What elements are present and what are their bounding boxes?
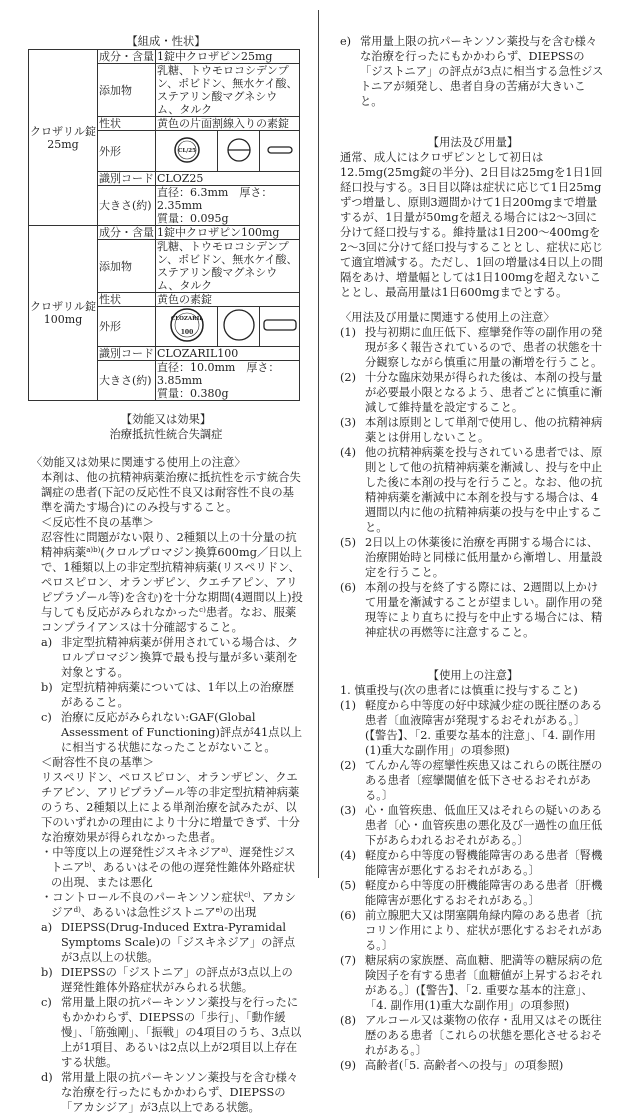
item-label: e) xyxy=(340,35,352,48)
item-text: DIEPSS(Drug-Induced Extra-Pyramidal Symptoms Scale)の「ジスキネジア」の評点が3点以上の状態。 xyxy=(61,921,296,964)
size-value xyxy=(156,186,300,226)
row-label xyxy=(98,293,156,307)
additives-value: 乳糖、トウモロコシデンプン、ポビドン、無水ケイ酸、ステアリン酸マグネシウム、タルク xyxy=(156,240,300,293)
item-text: 治療に反応がみられない:GAF(Global Assessment of Functioning)評点が41点以上に相当する状態になったことがないこと。 xyxy=(61,711,303,754)
additives-value: 乳糖、トウモロコシデンプン、ポビドン、無水ケイ酸、ステアリン酸マグネシウム、タルク xyxy=(156,64,300,117)
row-label xyxy=(98,186,156,226)
item-label: (5) xyxy=(340,879,357,892)
item-text: 軽度から中等度の好中球減少症の既往歴のある患者〔血液障害が発現するおそれがある。〕(【警告】、「2. 重要な基本的注意」、「4. 副作用(1)重大な副作用」の項参照) xyxy=(365,699,603,757)
item-text: 十分な臨床効果が得られた後は、本剤の投与量が必要最小限となるよう、患者ごとに慎重に漸減して維持量を設定すること。 xyxy=(365,371,603,414)
list-item xyxy=(340,1058,606,1073)
product-name: クロザリル錠 xyxy=(30,300,96,313)
composition-table xyxy=(28,49,300,401)
size-value xyxy=(156,361,300,401)
item-text: アルコール又は薬物の依存・乱用又はその既往歴のある患者〔これらの状態を悪化させるおそれがある。〕 xyxy=(365,1014,603,1057)
text: (クロルプロマジン換算600mg／日以上で、1種類以上の非定型抗精神病薬(リスペリドン、ペロスピロン、オランザピン、クエチアピン、アリピプラゾール等)を含む)を十分な期間(4週間以上)投与しても反応がみられなかった xyxy=(41,546,303,619)
text: 忍容性に問題がない限り、2種類以上の十分量の抗精神病薬 xyxy=(41,531,297,559)
label-text: 性状 xyxy=(99,117,121,130)
footnote-ref: b) xyxy=(84,861,92,869)
tablet-back-icon xyxy=(221,132,257,168)
content-value: 1錠中クロザピン100mg xyxy=(156,226,300,240)
list-item xyxy=(340,953,606,1013)
item-label: (4) xyxy=(340,446,357,459)
product-name-cell xyxy=(29,226,98,401)
text: ・コントロール不良のパーキンソン症状 xyxy=(41,891,245,904)
response-criteria-heading: ＜反応性不良の基準＞ xyxy=(41,516,154,529)
column-divider xyxy=(318,10,319,878)
label-text: 添加物 xyxy=(99,83,132,97)
item-text: 本剤は原則として単剤で使用し、他の抗精神病薬とは併用しないこと。 xyxy=(365,416,603,444)
item-text: 糖尿病の家族歴、高血糖、肥満等の糖尿病の危険因子を有する患者〔血糖値が上昇するおそれがある。〕(【警告】、「2. 重要な基本的注意」、「4. 副作用(1)重大な副作用」の項参照) xyxy=(365,954,603,1012)
table-row xyxy=(29,226,300,240)
list-item xyxy=(340,848,606,878)
tablet-back-icon xyxy=(221,307,257,343)
item-label: (7) xyxy=(340,954,357,967)
item-label: (8) xyxy=(340,1014,357,1027)
item-text: 本剤の投与を終了する際には、2週間以上かけて用量を漸減することが望ましい。副作用の発現等により直ちに投与を中止する場合には、精神症状の再燃等に注意すること。 xyxy=(365,581,603,639)
list-item xyxy=(41,965,304,995)
svg-text:100: 100 xyxy=(180,329,193,336)
list-item xyxy=(41,635,304,680)
item-text: 常用量上限の抗パーキンソン薬投与を含む様々な治療を行ったにもかかわらず、DIEPSSの「アカシジア」が3点以上である状態。 xyxy=(61,1071,299,1114)
item-text: 2日以上の休薬後に治療を再開する場合には、治療開始時と同様に低用量から漸増し、用量設定を行うこと。 xyxy=(365,536,603,579)
row-label xyxy=(98,64,156,117)
row-label xyxy=(98,307,156,347)
item-text: 心・血管疾患、低血圧又はそれらの疑いのある患者〔心・血管疾患の悪化及び一過性の血圧低下があらわれるおそれがある。〕 xyxy=(365,804,603,847)
list-item xyxy=(340,580,606,640)
item-text: 軽度から中等度の腎機能障害のある患者〔腎機能障害が悪化するおそれがある。〕 xyxy=(365,849,603,877)
list-item xyxy=(340,370,606,415)
item-text: 他の抗精神病薬を投与されている患者では、原則として他の抗精神病薬を漸減し、投与を中止した後に本剤の投与を行うこと。なお、他の抗精神病薬を漸減中に本剤を投与する場合は、4週間以内に他の抗精神病薬の投与を中止すること。 xyxy=(365,446,603,534)
size-mass: 質量：0.380g xyxy=(157,387,229,400)
item-text: 前立腺肥大又は閉塞隅角緑内障のある患者〔抗コリン作用により、症状が悪化するおそれがある。〕 xyxy=(365,909,603,952)
left-column xyxy=(28,34,304,1115)
label-text: 外形 xyxy=(99,144,121,158)
label-text: 大きさ(約) xyxy=(99,374,152,387)
tablet-side-icon xyxy=(262,143,298,157)
item-label: (9) xyxy=(340,1059,357,1072)
text: 、アカシジア xyxy=(51,891,296,919)
item-text: 常用量上限の抗パーキンソン薬投与を含む様々な治療を行ったにもかかわらず、DIEPSSの「ジストニア」の評点が3点に相当する急性ジストニアが頻発し、患者自身の苦痛が大きいこと。 xyxy=(360,35,604,108)
efficacy-text: 治療抵抗性統合失調症 xyxy=(109,428,223,441)
footnote-ref: d) xyxy=(73,906,81,914)
row-label xyxy=(98,172,156,186)
row-label xyxy=(98,117,156,131)
row-label xyxy=(98,131,156,172)
dosage-text: 通常、成人にはクロザピンとして初日は12.5mg(25mg錠の半分)、2日目は25mgを1日1回経口投与する。3日目以降は症状に応じて1日25mgずつ増量し、原則3週間かけて1日200mgまで増量するが、1日量が50mgを超える場合には2～3回に分けて経口投与する。維持量は1日200～400mgを2～3回に分けて経口投与することとし、症状に応じて適宜増減する。ただし、1回の増量は4日以上の間隔をあけ、増量幅としては1日100mgを超えないこととし、最高用量は1日600mgまでとする。 xyxy=(340,151,603,299)
code-value: CLOZARIL100 xyxy=(156,347,300,361)
item-label: (6) xyxy=(340,909,357,922)
code-value: CLOZ25 xyxy=(156,172,300,186)
item-label: d) xyxy=(41,1071,53,1084)
text: ・中等度以上の遅発性ジスキネジア xyxy=(41,846,222,859)
item-label: (4) xyxy=(340,849,357,862)
text: 患者。なお、服薬コンプライアンスは十分確認すること。 xyxy=(41,606,297,634)
list-item xyxy=(41,710,304,755)
item-text: 非定型抗精神病薬が併用されている場合は、クロルプロマジン換算で最も投与量が多い薬剤を対象とする。 xyxy=(61,636,299,679)
list-item xyxy=(340,535,606,580)
item-label: c) xyxy=(41,996,52,1009)
text: 、遅発性ジストニア xyxy=(51,846,296,874)
tolerance-criteria-heading: ＜耐容性不良の基準＞ xyxy=(41,756,154,769)
list-item xyxy=(41,1070,304,1115)
size-mass: 質量：0.095g xyxy=(157,212,229,225)
appearance-front xyxy=(156,307,218,347)
row-label xyxy=(98,240,156,293)
text: 、あるいは急性ジストニア xyxy=(80,906,216,919)
list-item xyxy=(340,803,606,848)
product-strength: 25mg xyxy=(47,137,79,151)
tablet-front-icon xyxy=(172,135,202,165)
properties-value: 黄色の片面割線入りの素錠 xyxy=(156,117,300,131)
item-label: b) xyxy=(41,966,53,979)
appearance-back xyxy=(218,307,260,347)
list-item xyxy=(41,680,304,710)
footnote-ref: a)b) xyxy=(86,546,101,554)
footnote-ref: a) xyxy=(221,846,229,854)
item-label: b) xyxy=(41,681,53,694)
list-item xyxy=(41,920,304,965)
item-text: 定型抗精神病薬については、1年以上の治療歴があること。 xyxy=(61,681,294,709)
row-label xyxy=(98,226,156,240)
label-text: 大きさ(約) xyxy=(99,199,152,212)
bullet-item xyxy=(41,845,304,890)
item-label: a) xyxy=(41,921,53,934)
label-text: 成分・含量 xyxy=(99,226,154,239)
tolerance-criteria-paragraph: リスペリドン、ペロスピロン、オランザピン、クエチアピン、アリピプラゾール等の非定型抗精神病薬のうち、2種類以上による単剤治療を試みたが、以下のいずれかの理由により十分に増量できず、十分な治療効果が得られなかった患者。 xyxy=(41,771,300,844)
label-text: 外形 xyxy=(99,320,121,333)
text: 、あるいはその他の遅発性錐体外路症状の出現、または悪化 xyxy=(51,861,296,889)
item-text: てんかん等の痙攣性疾患又はこれらの既往歴のある患者〔痙攣閾値を低下させるおそれがある。〕 xyxy=(365,759,603,802)
dosage-title: 【用法及び用量】 xyxy=(427,136,519,149)
list-item xyxy=(340,908,606,953)
list-item xyxy=(340,758,606,803)
label-text: 性状 xyxy=(99,293,121,306)
product-strength: 100mg xyxy=(43,313,83,326)
item-label: (1) xyxy=(340,699,357,712)
list-item xyxy=(340,698,606,758)
appearance-back xyxy=(218,131,260,172)
item-label: c) xyxy=(41,711,52,724)
row-label xyxy=(98,50,156,64)
item-text: DIEPSSの「ジストニア」の評点が3点以上の遅発性錐体外路症状がみられる状態。 xyxy=(61,966,293,994)
precautions-title: 【使用上の注意】 xyxy=(427,669,519,682)
appearance-front xyxy=(156,131,218,172)
tablet-front-icon xyxy=(169,307,205,343)
list-item xyxy=(340,878,606,908)
label-text: 添加物 xyxy=(99,259,132,273)
properties-value: 黄色の素錠 xyxy=(156,293,300,307)
table-row xyxy=(29,50,300,64)
tablet-imprint: CL/25 xyxy=(177,147,196,154)
label-text: 識別コード xyxy=(99,347,154,360)
efficacy-notes xyxy=(28,455,304,1115)
list-item xyxy=(41,995,304,1070)
list-item xyxy=(340,415,606,445)
text: の出現 xyxy=(222,906,257,919)
content-value: 1錠中クロザピン25mg xyxy=(156,50,300,64)
svg-text:CLOZARIL: CLOZARIL xyxy=(170,316,203,322)
appearance-side xyxy=(260,307,300,347)
composition-title: 【組成・性状】 xyxy=(126,35,206,48)
row-label xyxy=(98,361,156,401)
tablet-side-icon xyxy=(262,318,298,332)
product-name: クロザリル錠 xyxy=(30,124,96,138)
item-label: (2) xyxy=(340,371,357,384)
item-text: 高齢者(「5. 高齢者への投与」の項参照) xyxy=(365,1059,564,1072)
item-label: (3) xyxy=(340,804,357,817)
item-text: 投与初期に血圧低下、痙攣発作等の副作用の発現が多く報告されているので、患者の状態を十分観察しながら慎重に用量の漸増を行うこと。 xyxy=(365,326,603,369)
response-criteria-paragraph xyxy=(41,530,304,635)
size-dimensions: 直径：10.0mm 厚さ：3.85mm xyxy=(157,361,280,387)
product-name-cell xyxy=(29,50,98,226)
item-label: (3) xyxy=(340,416,357,429)
footnote-ref: c) xyxy=(244,891,251,899)
footnote-ref: c) xyxy=(199,606,206,614)
item-label: (1) xyxy=(340,326,357,339)
list-item xyxy=(340,325,606,370)
list-item xyxy=(340,34,606,109)
efficacy-notes-heading: 〈効能又は効果に関連する使用上の注意〉 xyxy=(31,456,246,469)
item-label: (5) xyxy=(340,536,357,549)
careful-administration-heading: 1. 慎重投与(次の患者には慎重に投与すること) xyxy=(340,684,578,697)
appearance-side xyxy=(260,131,300,172)
item-label: a) xyxy=(41,636,53,649)
item-label: (2) xyxy=(340,759,357,772)
list-item xyxy=(340,445,606,535)
efficacy-title: 【効能又は効果】 xyxy=(120,413,212,426)
right-column xyxy=(340,34,606,1073)
item-text: 軽度から中等度の肝機能障害のある患者〔肝機能障害が悪化するおそれがある。〕 xyxy=(365,879,603,907)
dosage-notes-heading: 〈用法及び用量に関連する使用上の注意〉 xyxy=(340,311,555,324)
row-label xyxy=(98,347,156,361)
eligibility-paragraph: 本剤は、他の抗精神病薬治療に抵抗性を示す統合失調症の患者(下記の反応性不良又は耐容性不良の基準を満たす場合)にのみ投与すること。 xyxy=(41,471,301,514)
label-text: 成分・含量 xyxy=(99,50,154,63)
item-label: (6) xyxy=(340,581,357,594)
list-item xyxy=(340,1013,606,1058)
item-text: 常用量上限の抗パーキンソン薬投与を行ったにもかかわらず、DIEPSSの「歩行」、「動作緩慢」、「筋強剛」、「振戦」の4項目のうち、3点以上が1項目、あるいは2点以上が2項目以上存在する状態。 xyxy=(61,996,302,1069)
size-dimensions: 直径：6.3mm 厚さ：2.35mm xyxy=(157,186,273,212)
label-text: 識別コード xyxy=(99,172,154,185)
footnote-ref: e) xyxy=(215,906,223,914)
